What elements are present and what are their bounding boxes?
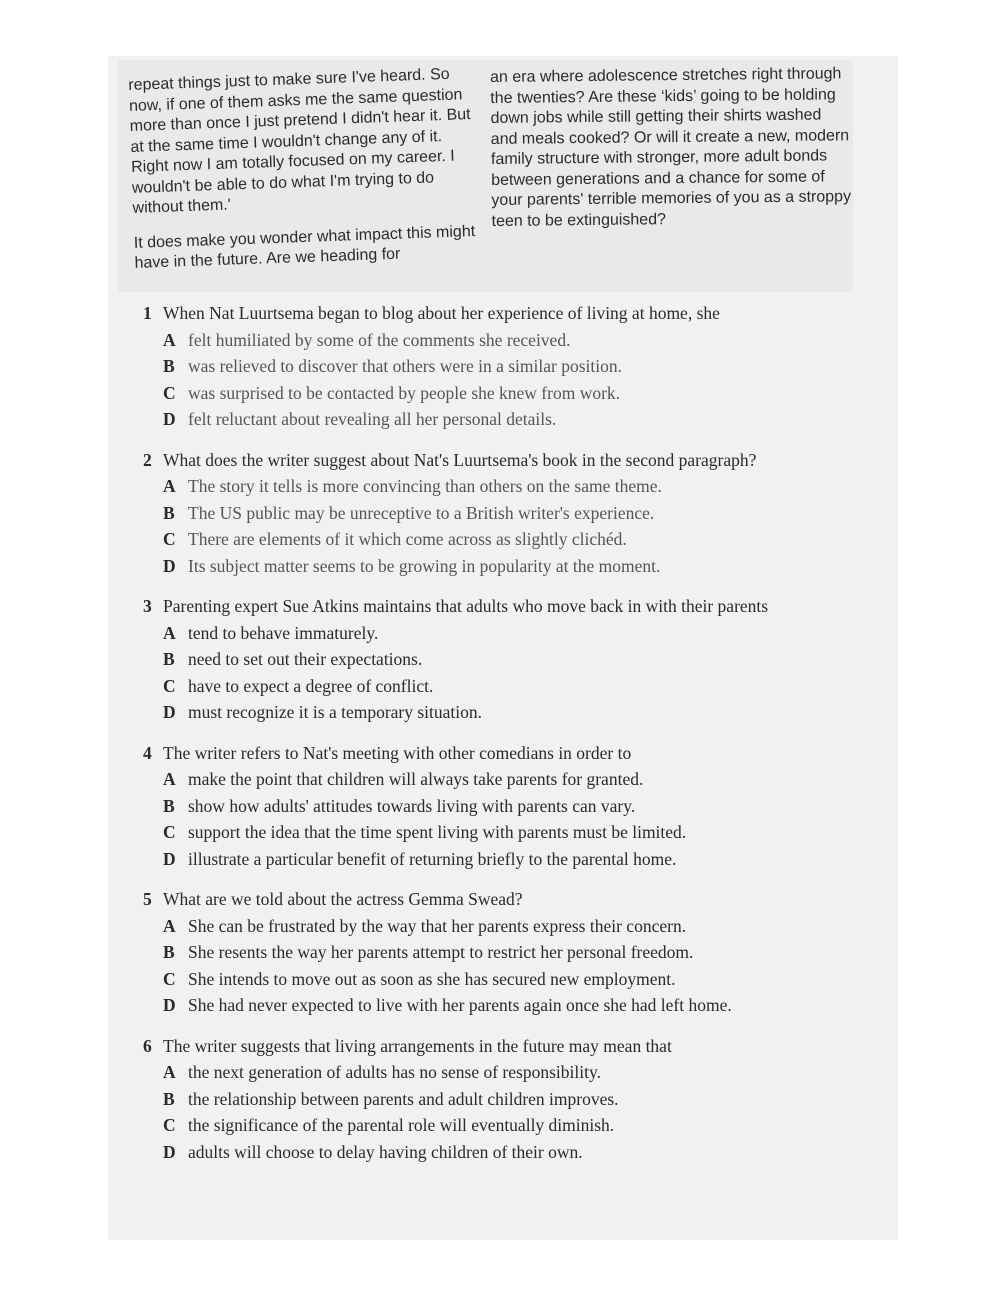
answer-option[interactable] bbox=[143, 353, 873, 380]
passage-right-column bbox=[490, 64, 852, 246]
answer-option[interactable] bbox=[143, 380, 873, 407]
question-stem: What does the writer suggest about Nat's Luurtsema's book in the second paragraph? bbox=[163, 449, 757, 470]
option-letter: A bbox=[163, 769, 176, 789]
option-text: was surprised to be contacted by people she knew from work. bbox=[188, 382, 621, 403]
answer-option[interactable] bbox=[143, 1139, 873, 1166]
option-letter: C bbox=[163, 529, 176, 549]
option-text: adults will choose to delay having children of their own. bbox=[188, 1141, 583, 1162]
question-number: 6 bbox=[143, 1035, 152, 1056]
option-letter: C bbox=[163, 968, 176, 989]
option-text: She can be frustrated by the way that her parents express their concern. bbox=[188, 915, 687, 936]
question-number: 2 bbox=[143, 449, 152, 470]
question-6 bbox=[143, 1033, 873, 1166]
question-5 bbox=[143, 886, 873, 1019]
option-text: the relationship between parents and adult children improves. bbox=[188, 1088, 619, 1109]
option-text: have to expect a degree of conflict. bbox=[188, 675, 434, 696]
option-text: show how adults' attitudes towards living with parents can vary. bbox=[188, 795, 636, 816]
reading-passage-excerpt bbox=[118, 60, 853, 292]
answer-option[interactable] bbox=[143, 646, 873, 673]
option-letter: D bbox=[163, 409, 176, 429]
answer-option[interactable] bbox=[143, 913, 873, 940]
option-text: the next generation of adults has no sense of responsibility. bbox=[188, 1062, 601, 1082]
answer-option[interactable] bbox=[143, 620, 873, 647]
answer-option[interactable] bbox=[143, 846, 873, 873]
answer-option[interactable] bbox=[143, 939, 873, 966]
option-text: must recognize it is a temporary situation. bbox=[188, 702, 483, 722]
option-text: She intends to move out as soon as she has secured new employment. bbox=[188, 968, 676, 989]
answer-option[interactable] bbox=[143, 699, 873, 726]
question-stem: Parenting expert Sue Atkins maintains that adults who move back in with their parents bbox=[163, 596, 769, 616]
question-3 bbox=[143, 593, 873, 726]
option-text: The US public may be unreceptive to a British writer's experience. bbox=[188, 502, 655, 523]
option-letter: C bbox=[163, 822, 176, 842]
option-letter: C bbox=[163, 675, 176, 696]
option-text: The story it tells is more convincing than others on the same theme. bbox=[188, 476, 662, 496]
answer-option[interactable] bbox=[143, 1112, 873, 1139]
question-number: 3 bbox=[143, 596, 152, 616]
option-text: was relieved to discover that others were in a similar position. bbox=[188, 356, 622, 376]
passage-paragraph: It does make you wonder what impact this might have in the future. Are we heading for bbox=[133, 222, 476, 272]
question-number: 5 bbox=[143, 889, 152, 909]
answer-option[interactable] bbox=[143, 553, 873, 580]
answer-option[interactable] bbox=[143, 473, 873, 500]
option-letter: D bbox=[163, 555, 176, 576]
passage-paragraph: an era where adolescence stretches right through the twenties? Are these ‘kids’ going to be holding down jobs while still getting their shirts washed and meals cooked? Or will it create a new, modern family structure with stronger, more adult bonds between generations and a chance for some of your parents' terrible memories of you as a stroppy teen to be extinguished? bbox=[490, 65, 852, 230]
option-letter: D bbox=[163, 702, 176, 722]
question-stem: The writer refers to Nat's meeting with other comedians in order to bbox=[163, 742, 632, 763]
question-stem: When Nat Luurtsema began to blog about her experience of living at home, she bbox=[163, 303, 720, 323]
answer-option[interactable] bbox=[143, 500, 873, 527]
option-letter: D bbox=[163, 848, 176, 869]
option-letter: B bbox=[163, 1088, 175, 1109]
option-text: illustrate a particular benefit of returning briefly to the parental home. bbox=[188, 848, 677, 869]
option-letter: C bbox=[163, 1115, 176, 1135]
answer-option[interactable] bbox=[143, 327, 873, 354]
answer-option[interactable] bbox=[143, 766, 873, 793]
answer-option[interactable] bbox=[143, 673, 873, 700]
answer-option[interactable] bbox=[143, 793, 873, 820]
question-stem: The writer suggests that living arrangements in the future may mean that bbox=[163, 1035, 672, 1056]
question-number: 4 bbox=[143, 742, 152, 763]
option-letter: A bbox=[163, 476, 176, 496]
passage-paragraph: repeat things just to make sure I've heard. So now, if one of them asks me the same question more than once I just pretend I didn't hear it. But at the same time I wouldn't change any of it. Right now I am totally focused on my career. I wouldn't be able to do what I'm trying to do without them.' bbox=[128, 65, 471, 217]
option-text: There are elements of it which come across as slightly clichéd. bbox=[188, 529, 627, 549]
option-letter: B bbox=[163, 942, 175, 962]
option-text: felt humiliated by some of the comments she received. bbox=[188, 329, 571, 350]
option-letter: B bbox=[163, 795, 175, 816]
option-text: support the idea that the time spent living with parents must be limited. bbox=[188, 822, 687, 842]
question-stem: What are we told about the actress Gemma Swead? bbox=[163, 889, 523, 909]
answer-option[interactable] bbox=[143, 1059, 873, 1086]
option-letter: A bbox=[163, 622, 176, 643]
option-letter: A bbox=[163, 915, 176, 936]
option-text: She had never expected to live with her parents again once she had left home. bbox=[188, 995, 732, 1015]
option-letter: B bbox=[163, 649, 175, 669]
answer-option[interactable] bbox=[143, 406, 873, 433]
option-letter: B bbox=[163, 356, 175, 376]
answer-option[interactable] bbox=[143, 1086, 873, 1113]
answer-option[interactable] bbox=[143, 992, 873, 1019]
option-letter: D bbox=[163, 1141, 176, 1162]
answer-option[interactable] bbox=[143, 526, 873, 553]
answer-option[interactable] bbox=[143, 966, 873, 993]
question-list bbox=[143, 300, 873, 1179]
option-text: make the point that children will always take parents for granted. bbox=[188, 769, 644, 789]
option-letter: D bbox=[163, 995, 176, 1015]
question-1 bbox=[143, 300, 873, 433]
option-text: She resents the way her parents attempt to restrict her personal freedom. bbox=[188, 942, 694, 962]
question-number: 1 bbox=[143, 303, 152, 323]
question-2 bbox=[143, 447, 873, 580]
passage-left-column bbox=[128, 64, 480, 288]
option-text: Its subject matter seems to be growing in popularity at the moment. bbox=[188, 555, 661, 576]
option-letter: B bbox=[163, 502, 175, 523]
option-text: felt reluctant about revealing all her personal details. bbox=[188, 409, 557, 429]
option-letter: A bbox=[163, 1062, 176, 1082]
option-text: tend to behave immaturely. bbox=[188, 622, 379, 643]
option-letter: C bbox=[163, 382, 176, 403]
answer-option[interactable] bbox=[143, 819, 873, 846]
option-letter: A bbox=[163, 329, 176, 350]
option-text: need to set out their expectations. bbox=[188, 649, 423, 669]
option-text: the significance of the parental role will eventually diminish. bbox=[188, 1115, 615, 1135]
question-4 bbox=[143, 740, 873, 873]
